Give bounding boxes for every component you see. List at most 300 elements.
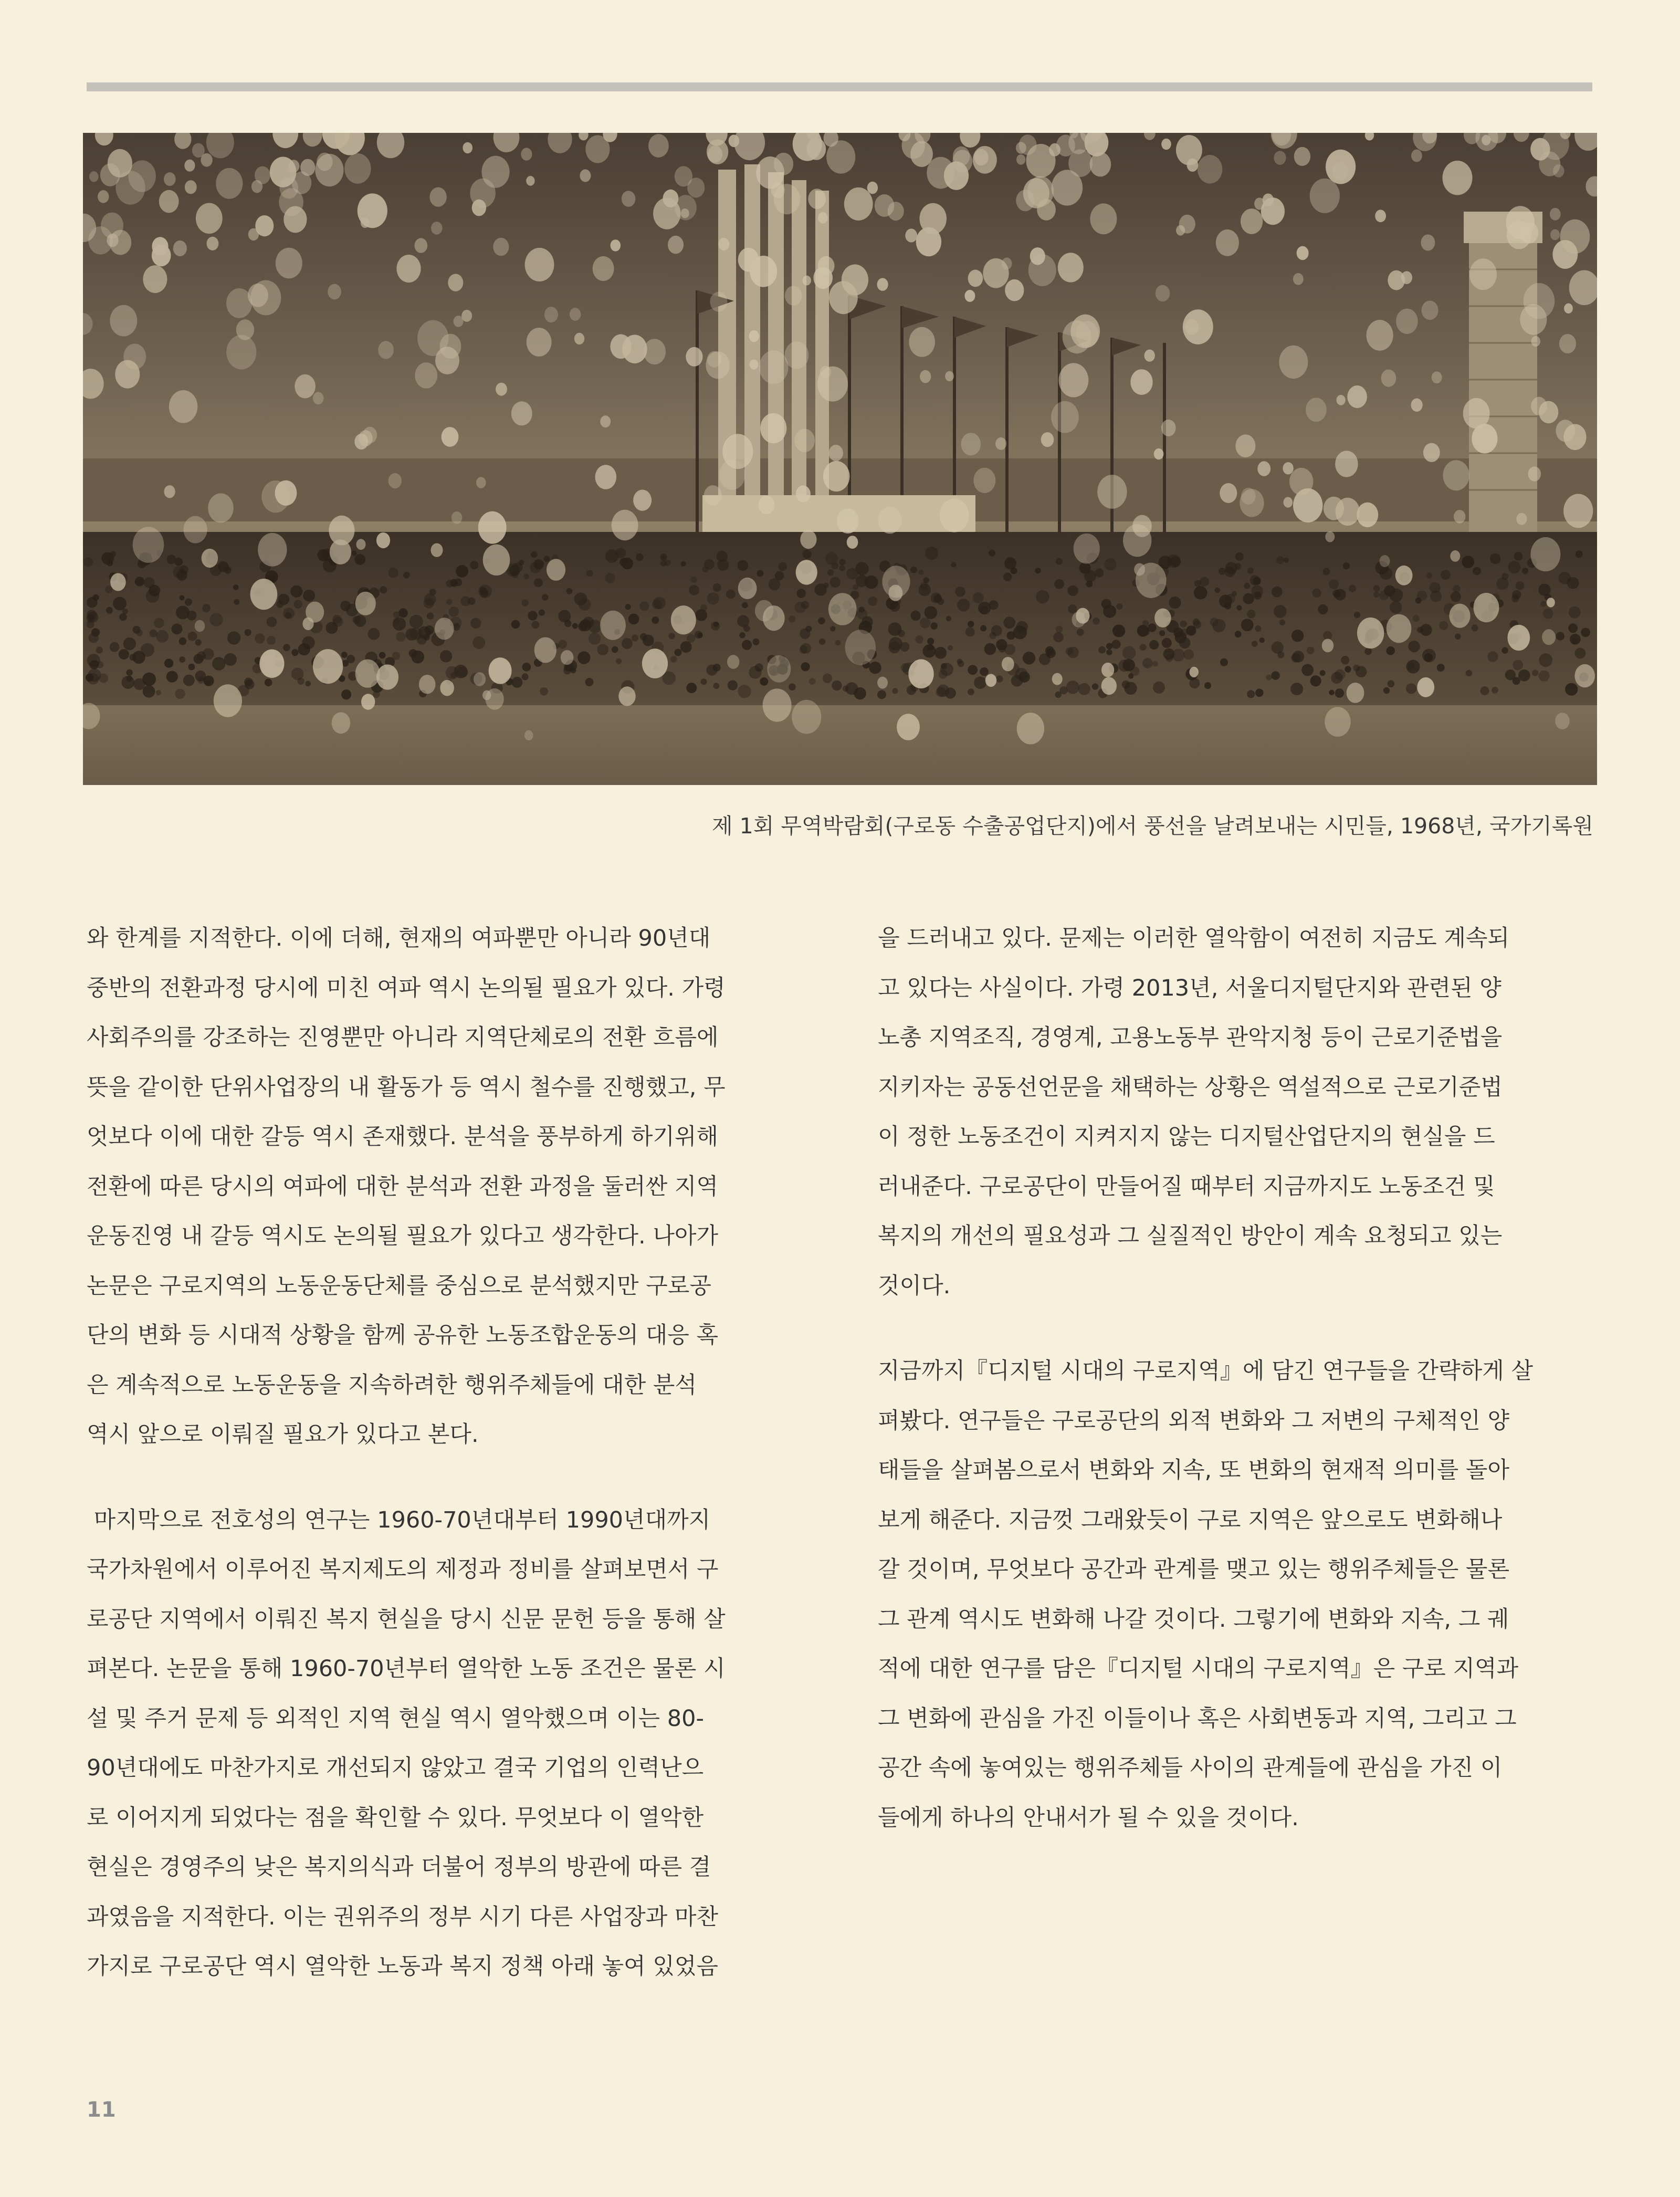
- balloon: [1556, 420, 1575, 442]
- balloon: [847, 536, 858, 549]
- crowd-person: [605, 573, 615, 583]
- balloon: [207, 237, 219, 250]
- crowd-person: [446, 666, 459, 679]
- crowd-person: [179, 656, 185, 663]
- crowd-person: [460, 596, 470, 606]
- text-line: 펴봤다. 연구들은 구로공단의 외적 변화와 그 저변의 구체적인 양: [878, 1407, 1510, 1434]
- balloon: [1002, 657, 1014, 671]
- balloon: [1235, 434, 1255, 457]
- balloon: [355, 592, 376, 615]
- balloon: [472, 200, 486, 216]
- crowd-person: [119, 649, 129, 660]
- crowd-person: [632, 634, 638, 641]
- crowd-person: [1106, 650, 1112, 655]
- crowd-person: [728, 681, 738, 691]
- crowd-person: [1522, 568, 1528, 574]
- crowd-person: [839, 559, 845, 565]
- crowd-person: [540, 687, 548, 696]
- balloon: [826, 140, 855, 174]
- crowd-person: [1318, 604, 1328, 614]
- crowd-person: [612, 646, 618, 653]
- crowd-person: [923, 577, 929, 583]
- crowd-person: [101, 552, 114, 565]
- crowd-person: [1383, 687, 1390, 694]
- crowd-person: [869, 662, 881, 674]
- crowd-person: [572, 623, 578, 629]
- crowd-person: [511, 620, 520, 629]
- crowd-person: [1353, 665, 1360, 672]
- crowd-person: [542, 594, 549, 601]
- crowd-person: [980, 667, 988, 676]
- crowd-person: [195, 639, 202, 645]
- crowd-person: [1272, 641, 1284, 653]
- text-line: 가지로 구로공단 역시 열악한 노동과 복지 정책 아래 놓여 있었음: [87, 1953, 719, 1980]
- crowd-person: [1170, 556, 1181, 567]
- crowd-person: [110, 642, 120, 652]
- text-line: 논문은 구로지역의 노동운동단체를 중심으로 분석했지만 구로공: [87, 1272, 711, 1299]
- crowd-person: [105, 586, 112, 593]
- balloon: [561, 650, 574, 665]
- balloon: [1396, 309, 1418, 334]
- crowd-person: [534, 578, 543, 587]
- balloon: [313, 392, 324, 405]
- crowd-person: [1532, 669, 1538, 676]
- text-line: 사회주의를 강조하는 진영뿐만 아니라 지역단체로의 전환 흐름에: [87, 1024, 719, 1051]
- crowd-person: [1451, 592, 1461, 602]
- balloon: [1005, 279, 1024, 301]
- crowd-person: [393, 618, 400, 624]
- crowd-person: [1312, 589, 1321, 598]
- balloon: [255, 215, 274, 236]
- crowd-person: [1570, 634, 1581, 645]
- balloon: [1472, 424, 1497, 454]
- balloon: [248, 284, 268, 307]
- balloon: [710, 292, 727, 312]
- crowd-person: [640, 633, 647, 640]
- crowd-person: [143, 685, 155, 698]
- crowd-person: [616, 658, 622, 664]
- crowd-person: [164, 658, 173, 667]
- balloon: [875, 194, 894, 217]
- crowd-person: [1386, 646, 1395, 655]
- crowd-person: [1505, 669, 1516, 680]
- crowd-person: [1422, 649, 1436, 663]
- balloon: [968, 270, 983, 287]
- crowd-person: [1194, 586, 1208, 600]
- crowd-person: [351, 551, 356, 556]
- balloon: [226, 335, 256, 370]
- crowd-person: [989, 550, 995, 557]
- balloon: [817, 367, 848, 402]
- balloon: [1550, 229, 1560, 240]
- crowd-person: [1568, 623, 1578, 633]
- text-line: 뜻을 같이한 단위사업장의 내 활동가 등 역시 철수를 진행했고, 무: [87, 1074, 726, 1101]
- crowd-person: [1104, 558, 1116, 570]
- crowd-person: [1255, 625, 1261, 632]
- crowd-person: [809, 678, 816, 685]
- crowd-person: [1539, 671, 1550, 682]
- balloon: [202, 549, 218, 568]
- balloon: [767, 655, 791, 683]
- balloon: [1381, 370, 1396, 387]
- balloon: [110, 573, 126, 591]
- crowd-person: [1332, 590, 1340, 598]
- crowd-person: [180, 595, 185, 601]
- crowd-person: [1111, 640, 1120, 648]
- balloon: [378, 341, 394, 359]
- crowd-person: [680, 561, 686, 567]
- crowd-person: [984, 643, 996, 655]
- balloon: [1423, 443, 1440, 462]
- balloon: [738, 578, 757, 599]
- balloon: [755, 600, 773, 622]
- balloon: [759, 496, 775, 514]
- crowd-person: [283, 644, 290, 651]
- balloon: [415, 362, 437, 388]
- crowd-person: [291, 668, 304, 681]
- crowd-person: [1329, 579, 1339, 589]
- balloon: [845, 630, 876, 665]
- balloon: [995, 437, 1006, 450]
- balloon: [1059, 363, 1089, 397]
- crowd-person: [789, 683, 796, 691]
- balloon: [1241, 208, 1263, 234]
- crowd-person: [1271, 671, 1279, 679]
- balloon: [749, 330, 759, 342]
- crowd-person: [1225, 562, 1237, 574]
- crowd-person: [283, 608, 295, 619]
- crowd-person: [1162, 638, 1172, 648]
- crowd-person: [1415, 598, 1422, 604]
- balloon: [521, 148, 532, 160]
- crowd-person: [1373, 592, 1380, 598]
- balloon: [945, 371, 954, 381]
- crowd-person: [700, 678, 707, 685]
- crowd-person: [341, 652, 348, 658]
- balloon: [361, 694, 375, 709]
- balloon: [1422, 301, 1438, 320]
- balloon: [1421, 235, 1435, 251]
- crowd-person: [752, 639, 759, 645]
- balloon: [1058, 253, 1084, 282]
- balloon: [1156, 285, 1170, 302]
- balloon: [1387, 614, 1412, 643]
- crowd-person: [920, 618, 931, 629]
- crowd-person: [1272, 587, 1283, 598]
- balloon: [611, 239, 621, 251]
- crowd-person: [1437, 664, 1445, 672]
- paragraph: [878, 914, 1597, 1311]
- crowd-person: [1576, 551, 1583, 558]
- crowd-person: [1078, 683, 1090, 695]
- balloon: [419, 675, 436, 694]
- balloon: [1454, 510, 1465, 524]
- paragraph: [87, 1495, 806, 1992]
- balloon: [1101, 677, 1117, 695]
- paragraph: [87, 914, 806, 1460]
- crowd-person: [823, 674, 832, 683]
- crowd-person: [652, 616, 659, 624]
- crowd-person: [972, 592, 983, 603]
- balloon: [431, 543, 443, 557]
- balloon: [940, 499, 969, 532]
- crowd-person: [968, 621, 974, 627]
- balloon: [356, 539, 366, 550]
- crowd-person: [742, 640, 752, 650]
- crowd-person: [814, 583, 826, 595]
- balloon: [570, 308, 581, 321]
- text-line: 적에 대한 연구를 담은『디지털 시대의 구로지역』은 구로 지역과: [878, 1656, 1519, 1682]
- crowd-person: [1036, 590, 1049, 603]
- balloon: [1530, 537, 1560, 571]
- balloon: [1283, 462, 1293, 474]
- crowd-person: [1235, 631, 1242, 637]
- crowd-person: [898, 630, 905, 637]
- crowd-person: [680, 641, 692, 653]
- crowd-person: [174, 558, 183, 566]
- crowd-person: [832, 681, 842, 691]
- crowd-person: [293, 600, 302, 609]
- balloon: [448, 274, 463, 291]
- balloon: [1294, 147, 1310, 166]
- balloon: [974, 149, 988, 166]
- crowd-person: [686, 683, 697, 693]
- crowd-person: [1255, 689, 1264, 697]
- crowd-person: [1055, 692, 1061, 698]
- crowd-person: [539, 609, 545, 615]
- balloon: [792, 700, 821, 734]
- balloon: [905, 228, 917, 242]
- crowd-person: [411, 651, 424, 664]
- balloon: [478, 511, 507, 544]
- crowd-person: [690, 577, 697, 583]
- crowd-person: [585, 678, 594, 686]
- text-line: 단의 변화 등 시대적 상황을 함께 공유한 노동조합운동의 대응 혹: [87, 1322, 719, 1348]
- crowd-person: [1095, 569, 1104, 578]
- balloon: [525, 248, 554, 281]
- crowd-person: [726, 590, 736, 599]
- crowd-person: [127, 676, 133, 682]
- balloon: [580, 169, 591, 182]
- balloon: [1101, 663, 1114, 677]
- crowd-person: [1112, 624, 1125, 637]
- crowd-person: [276, 601, 284, 608]
- balloon: [454, 316, 464, 327]
- crowd-person: [1200, 577, 1209, 587]
- balloon: [574, 333, 584, 344]
- text-line: 90년대에도 마찬가지로 개선되지 않았고 결국 기업의 인력난으: [87, 1755, 704, 1781]
- balloon: [173, 240, 187, 256]
- crowd-person: [888, 642, 900, 654]
- crowd-person: [1345, 666, 1351, 672]
- crowd-person: [1175, 632, 1186, 643]
- crowd-person: [543, 556, 550, 562]
- balloon: [1161, 139, 1171, 150]
- crowd-person: [571, 668, 576, 674]
- crowd-person: [267, 636, 276, 645]
- balloon: [828, 593, 857, 625]
- balloon: [1357, 503, 1378, 527]
- crowd-person: [1128, 673, 1133, 678]
- crowd-person: [1516, 581, 1525, 590]
- expo-crowd-balloons-photo: [83, 133, 1597, 785]
- crowd-person: [1290, 683, 1303, 695]
- crowd-person: [1212, 619, 1225, 632]
- balloon: [877, 278, 888, 291]
- crowd-person: [388, 568, 399, 578]
- crowd-person: [801, 601, 810, 609]
- crowd-person: [1490, 553, 1500, 564]
- crowd-person: [379, 652, 386, 659]
- balloon: [328, 284, 341, 300]
- balloon: [785, 286, 802, 306]
- crowd-person: [980, 606, 988, 614]
- balloon: [1310, 179, 1340, 213]
- balloon: [1443, 460, 1469, 490]
- text-line: 운동진영 내 갈등 역시도 논의될 필요가 있다고 생각한다. 나아가: [87, 1223, 719, 1249]
- crowd-person: [1388, 680, 1395, 687]
- balloon: [1289, 468, 1313, 495]
- crowd-person: [332, 615, 341, 624]
- crowd-person: [1023, 652, 1035, 664]
- crowd-person: [819, 639, 826, 645]
- balloon: [920, 370, 931, 383]
- text-line: 을 드러내고 있다. 문제는 이러한 열악함이 여전히 지금도 계속되: [878, 925, 1510, 951]
- crowd-person: [123, 637, 136, 650]
- crowd-person: [778, 562, 787, 571]
- crowd-person: [558, 610, 571, 623]
- crowd-person: [911, 611, 921, 621]
- crowd-person: [209, 613, 223, 626]
- crowd-person: [1508, 561, 1520, 573]
- crowd-person: [1172, 649, 1185, 662]
- crowd-person: [1189, 678, 1200, 688]
- balloon: [152, 237, 168, 256]
- crowd-person: [1140, 644, 1147, 651]
- text-line: 지금까지『디지털 시대의 구로지역』에 담긴 연구들을 간략하게 살: [878, 1358, 1533, 1384]
- crowd-person: [1574, 648, 1586, 659]
- crowd-person: [1518, 669, 1530, 682]
- crowd-person: [1247, 610, 1256, 619]
- crowd-person: [713, 583, 721, 592]
- crowd-person: [968, 665, 978, 675]
- balloon: [877, 677, 888, 689]
- balloon: [823, 461, 850, 491]
- crowd-person: [135, 577, 144, 586]
- crowd-person: [1301, 664, 1314, 676]
- crowd-person: [675, 649, 682, 656]
- balloon: [1531, 336, 1540, 347]
- crowd-person: [936, 687, 946, 697]
- balloon: [794, 429, 815, 453]
- balloon: [435, 618, 454, 640]
- crowd-person: [858, 606, 865, 613]
- balloon: [1337, 395, 1346, 405]
- crowd-person: [1455, 634, 1461, 640]
- crowd-person: [1077, 629, 1084, 636]
- left-column: [87, 914, 806, 1992]
- crowd-person: [927, 644, 933, 651]
- balloon: [1507, 221, 1531, 249]
- balloon: [164, 172, 176, 186]
- balloon: [1041, 432, 1054, 447]
- balloon: [251, 180, 262, 193]
- crowd-person: [1472, 624, 1478, 631]
- crowd-person: [713, 664, 721, 672]
- balloon: [759, 350, 789, 384]
- crowd-person: [403, 572, 410, 579]
- crowd-person: [267, 617, 277, 627]
- balloon: [417, 320, 448, 356]
- crowd-person: [1341, 656, 1349, 664]
- crowd-person: [523, 574, 529, 580]
- crowd-person: [1274, 605, 1287, 618]
- crowd-person: [738, 560, 749, 571]
- crowd-person: [83, 558, 93, 567]
- crowd-person: [303, 590, 315, 602]
- crowd-person: [245, 629, 251, 636]
- crowd-person: [835, 640, 841, 645]
- balloon: [216, 168, 243, 199]
- crowd-person: [670, 656, 677, 663]
- balloon: [1401, 271, 1412, 284]
- balloon: [985, 674, 996, 687]
- crowd-person: [166, 671, 178, 683]
- crowd-person: [113, 597, 127, 611]
- balloon: [476, 477, 486, 488]
- crowd-person: [1556, 632, 1564, 640]
- balloon: [1336, 498, 1360, 526]
- crowd-person: [176, 606, 190, 620]
- balloon: [1179, 215, 1195, 234]
- crowd-person: [1116, 603, 1122, 610]
- crowd-person: [1143, 629, 1150, 635]
- crowd-person: [132, 651, 145, 664]
- crowd-person: [1252, 641, 1258, 647]
- balloon: [829, 445, 843, 461]
- balloon: [1380, 555, 1390, 567]
- crowd-person: [1439, 621, 1448, 630]
- balloon: [496, 383, 507, 396]
- crowd-person: [122, 609, 128, 614]
- crowd-person: [1236, 605, 1242, 610]
- crowd-person: [298, 643, 310, 655]
- crowd-person: [427, 612, 434, 619]
- balloon: [185, 180, 197, 194]
- text-line: 그 변화에 관심을 가진 이들이나 혹은 사회변동과 지역, 그리고 그: [878, 1705, 1517, 1732]
- balloon: [1542, 629, 1556, 645]
- crowd-person: [1183, 650, 1194, 660]
- text-line: 와 한계를 지적한다. 이에 더해, 현재의 여파뿐만 아니라 90년대: [87, 925, 711, 951]
- text-line: 역시 앞으로 이뤄질 필요가 있다고 본다.: [87, 1421, 479, 1448]
- balloon: [878, 507, 902, 533]
- balloon: [1564, 304, 1573, 313]
- crowd-person: [1066, 681, 1079, 694]
- balloon: [474, 672, 486, 686]
- balloon: [184, 516, 207, 543]
- right-column: [878, 914, 1597, 1843]
- balloon: [1555, 713, 1570, 729]
- balloon: [961, 433, 981, 455]
- crowd-person: [265, 679, 272, 687]
- balloon: [897, 714, 920, 740]
- crowd-person: [1480, 686, 1489, 695]
- text-line: 것이다.: [878, 1272, 951, 1299]
- balloon: [292, 172, 312, 194]
- balloon: [1002, 258, 1012, 270]
- balloon: [527, 328, 552, 357]
- balloon: [760, 413, 786, 444]
